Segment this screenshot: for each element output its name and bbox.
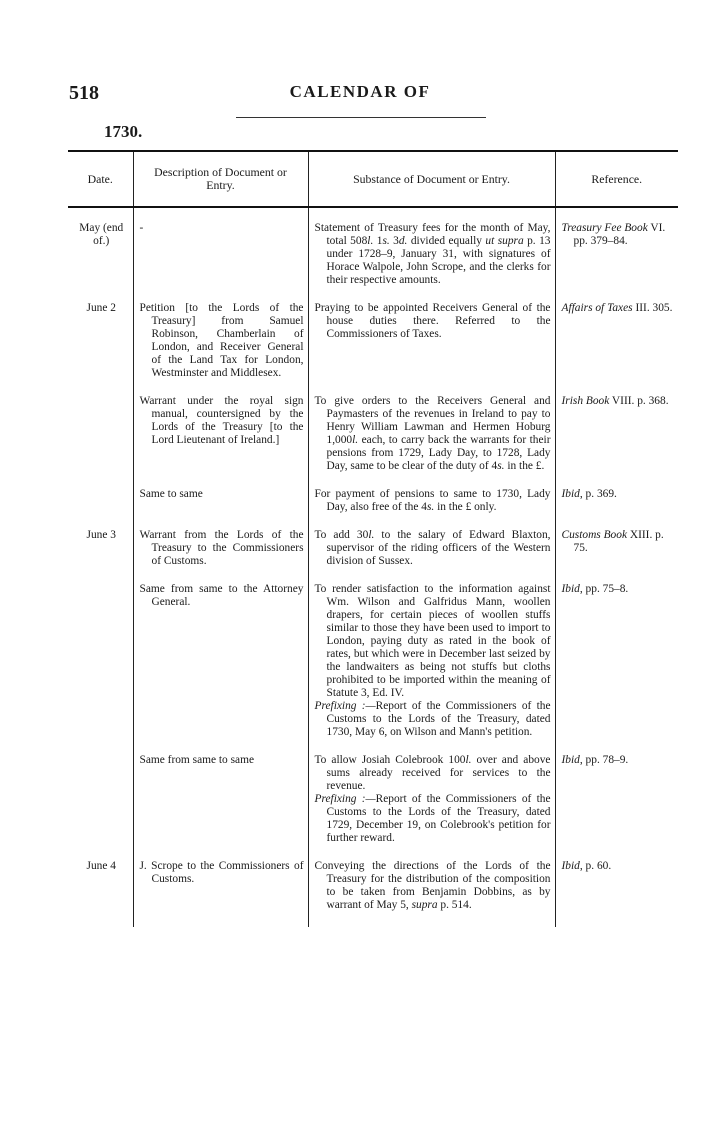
substance-cell — [308, 860, 555, 927]
table-row — [68, 207, 678, 302]
substance-cell — [308, 488, 555, 529]
reference-run: Ibid — [561, 754, 580, 766]
reference-run: VI. pp. 379–84. — [573, 222, 666, 247]
substance-run: Praying to be appointed Receivers General of the house duties there. Referred to the Commissioners of Taxes. — [314, 302, 551, 340]
substance-run: 1 — [373, 235, 383, 247]
description-cell — [133, 207, 308, 302]
substance-text — [315, 754, 551, 793]
description-cell — [133, 583, 308, 754]
description-text: J. Scrope to the Commissioners of Customs. — [139, 860, 304, 885]
calendar-table — [68, 150, 678, 927]
reference-run: Customs Book — [561, 529, 627, 541]
substance-run: To allow Josiah Colebrook 100 — [314, 754, 466, 766]
table-header — [68, 151, 678, 207]
description-cell — [133, 529, 308, 583]
substance-run: ut supra — [485, 235, 524, 247]
column-header-description: Description of Document or Entry. — [133, 151, 308, 207]
description-text: Same from same to the Attorney General. — [139, 583, 304, 608]
prefixing-note — [315, 700, 551, 739]
reference-text — [562, 395, 675, 408]
substance-run: p. 514. — [437, 899, 472, 911]
substance-text — [315, 860, 551, 912]
substance-run: p. 13 under 1728–9, January 31, with signatures of Horace Walpole, John Scrope, and the clerks for their respective amounts. — [326, 235, 551, 286]
description-text: Same from same to same — [139, 754, 255, 766]
prefixing-note — [315, 793, 551, 845]
reference-run: , pp. 75–8. — [579, 583, 629, 595]
substance-run: each, to carry back the warrants for their pensions from 1729, Lady Day, to 1728, Lady Day, same to be clear of the duty of 4 — [326, 434, 551, 472]
reference-text — [562, 754, 675, 767]
substance-run: l. — [465, 754, 472, 766]
page-number: 518 — [69, 82, 99, 104]
table-row — [68, 302, 678, 395]
prefixing-text: Report of the Commissioners of the Customs to the Lords of the Treasury, dated 1729, December 19, on Colebrook's petition for further reward. — [326, 793, 551, 844]
table-row — [68, 583, 678, 754]
substance-text — [315, 529, 551, 568]
column-header-reference: Reference. — [555, 151, 678, 207]
reference-text — [562, 488, 675, 501]
substance-text — [315, 488, 551, 514]
reference-text — [562, 529, 675, 555]
reference-cell — [555, 754, 678, 860]
description-text: - — [139, 222, 144, 234]
reference-run: , p. 369. — [579, 488, 617, 500]
reference-text — [562, 583, 675, 596]
substance-text — [315, 302, 551, 341]
substance-text — [315, 222, 551, 287]
prefixing-label: Prefixing :— — [314, 700, 376, 712]
substance-run: s. — [382, 235, 390, 247]
substance-run: d. — [398, 235, 408, 247]
substance-cell — [308, 754, 555, 860]
description-text: Petition [to the Lords of the Treasury] from Samuel Robinson, Chamberlain of London, and Receiver General of the Land Tax for London, Westminster and Middlesex. — [139, 302, 304, 379]
description-cell — [133, 754, 308, 860]
description-text: Same to same — [139, 488, 203, 500]
running-title: CALENDAR OF — [289, 82, 431, 101]
substance-run: over and above sums already received for services to the revenue. — [326, 754, 551, 792]
reference-run: VIII. p. 368. — [609, 395, 669, 407]
reference-run: Ibid — [561, 583, 580, 595]
substance-text — [315, 583, 551, 700]
substance-cell — [308, 529, 555, 583]
table-row — [68, 860, 678, 927]
prefixing-text: Report of the Commissioners of the Customs to the Lords of the Treasury, dated 1730, May 6, on Wilson and Mann's petition. — [326, 700, 551, 738]
date-cell: May (end of.) — [79, 222, 124, 247]
description-text: Warrant under the royal sign manual, countersigned by the Lords of the Treasury [to the Lord Lieutenant of Ireland.] — [139, 395, 304, 446]
reference-cell — [555, 302, 678, 395]
reference-cell — [555, 529, 678, 583]
reference-run: Irish Book — [561, 395, 610, 407]
substance-run: Conveying the directions of the Lords of the Treasury for the distribution of the composition to be taken from Benjamin Dobbins, as by warrant of May 5, — [314, 860, 551, 911]
substance-run: s. — [497, 460, 505, 472]
reference-run: , p. 60. — [579, 860, 612, 872]
header-rule — [236, 117, 486, 118]
reference-run: , pp. 78–9. — [579, 754, 629, 766]
prefixing-label: Prefixing :— — [314, 793, 376, 805]
date-cell — [68, 754, 133, 860]
reference-cell — [555, 860, 678, 927]
date-cell — [68, 583, 133, 754]
table-body — [68, 207, 678, 927]
date-cell — [68, 488, 133, 529]
reference-cell — [555, 583, 678, 754]
reference-text — [562, 222, 675, 248]
reference-run: Affairs of Taxes — [561, 302, 633, 314]
date-cell — [68, 395, 133, 488]
description-text: Warrant from the Lords of the Treasury to the Commissioners of Customs. — [139, 529, 304, 567]
table-row — [68, 529, 678, 583]
column-header-substance: Substance of Document or Entry. — [308, 151, 555, 207]
reference-cell — [555, 207, 678, 302]
substance-run: l. — [352, 434, 359, 446]
substance-run: Statement of Treasury fees for the month of May, total 508 — [314, 222, 551, 247]
substance-run: supra — [411, 899, 438, 911]
table-row — [68, 488, 678, 529]
substance-run: divided equally — [407, 235, 486, 247]
reference-run: XIII. p. 75. — [573, 529, 664, 554]
substance-run: l. — [367, 235, 374, 247]
date-cell: June 2 — [86, 302, 116, 314]
substance-run: to the salary of Edward Blaxton, supervisor of the riding officers of the Western division of Sussex. — [326, 529, 551, 567]
reference-text — [562, 860, 675, 873]
year-heading: 1730. — [104, 122, 143, 141]
substance-run: in the £. — [504, 460, 545, 472]
substance-run: s. — [426, 501, 435, 513]
reference-run: Ibid — [561, 488, 580, 500]
description-cell — [133, 488, 308, 529]
reference-run: Ibid — [561, 860, 580, 872]
date-cell: June 3 — [86, 529, 116, 541]
description-cell — [133, 395, 308, 488]
reference-text — [562, 302, 675, 315]
substance-cell — [308, 302, 555, 395]
substance-run: To add 30 — [314, 529, 369, 541]
table-row — [68, 754, 678, 860]
substance-cell — [308, 207, 555, 302]
substance-run: in the £ only. — [434, 501, 497, 513]
substance-run: To give orders to the Receivers General and Paymasters of the revenues in Ireland to pay to Henry William Lawman and Hermen Hoburg 1,000 — [314, 395, 551, 446]
substance-run: l. — [368, 529, 375, 541]
reference-run: Treasury Fee Book — [561, 222, 648, 234]
substance-run: 3 — [389, 235, 399, 247]
substance-run: For payment of pensions to same to 1730, Lady Day, also free of the 4 — [314, 488, 551, 513]
substance-text — [315, 395, 551, 473]
reference-cell — [555, 488, 678, 529]
substance-cell — [308, 583, 555, 754]
reference-cell — [555, 395, 678, 488]
reference-run: III. 305. — [632, 302, 673, 314]
date-cell: June 4 — [86, 860, 116, 872]
substance-run: To render satisfaction to the information against Wm. Wilson and Galfridus Mann, woollen drapers, for certain pieces of woollen stuffs similar to those they have been used to import to London, paying duty as rated in the book of rates, but which were in December last seized by the landwaiters as being not stuffs but cloths prohibited to be imported within the meaning of Statute 3, Ed. IV. — [314, 583, 551, 699]
description-cell — [133, 302, 308, 395]
column-header-date: Date. — [87, 171, 113, 186]
description-cell — [133, 860, 308, 927]
table-row — [68, 395, 678, 488]
substance-cell — [308, 395, 555, 488]
